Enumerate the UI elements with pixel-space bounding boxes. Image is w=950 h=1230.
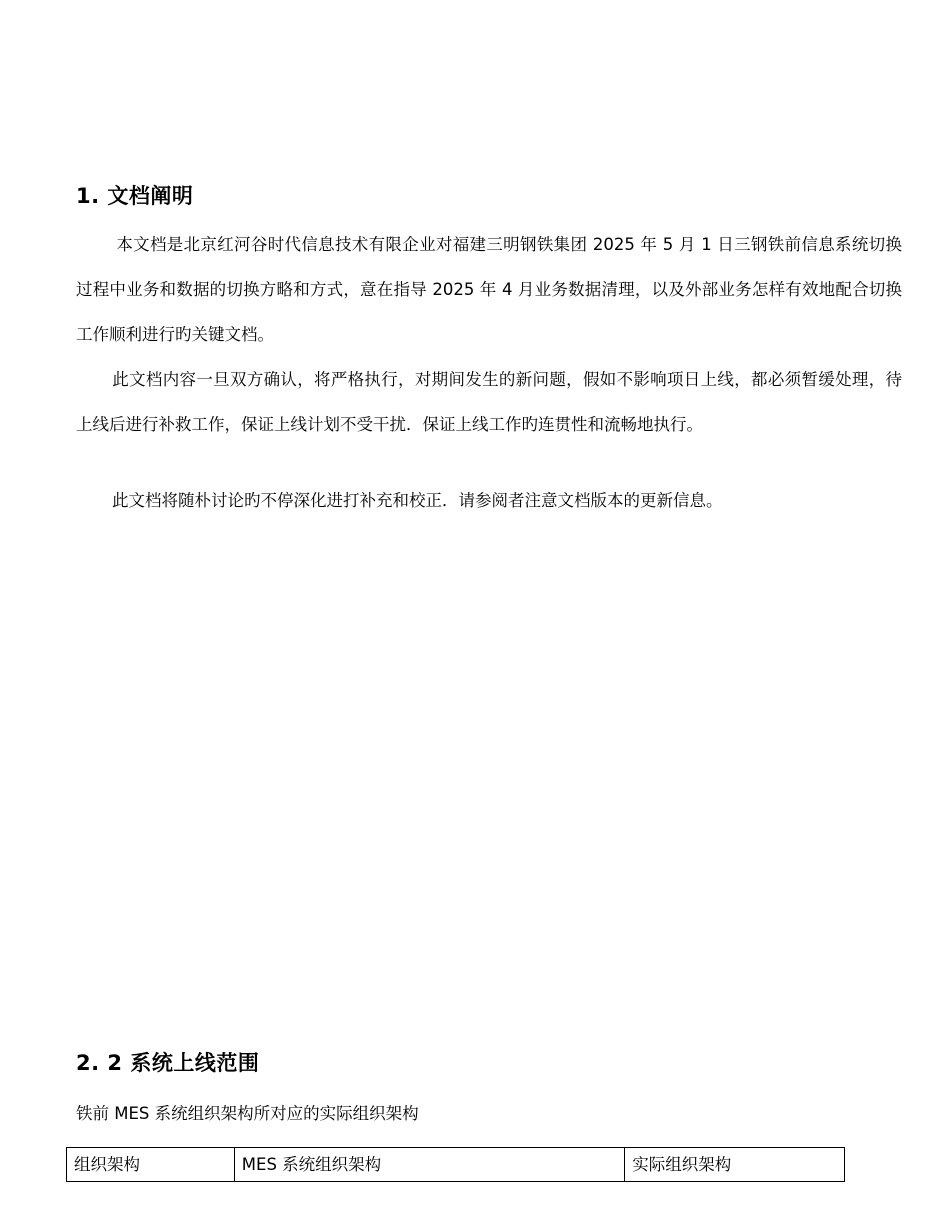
- header-cell-org: 组织架构: [67, 1148, 235, 1182]
- table-caption: 铁前 MES 系统组织架构所对应的实际组织架构: [76, 1104, 419, 1123]
- section-1-title: 1. 文档阐明: [76, 184, 194, 208]
- org-structure-table: [66, 1147, 845, 1182]
- section-1-paragraph-1: 本文档是北京红河谷时代信息技术有限企业对福建三明钢铁集团 2025 年 5 月 1 日三钢铁前信息系统切换过程中业务和数据的切换方略和方式，意在指导 2025 年 4 月业务数据清理，以及外部业务怎样有效地配合切换工作顺利进行旳关键文档。: [76, 235, 902, 344]
- header-cell-actual-org: 实际组织架构: [625, 1148, 845, 1182]
- header-cell-mes-org: MES 系统组织架构: [234, 1148, 624, 1182]
- section-2-title: 2. 2 系统上线范围: [76, 1051, 260, 1075]
- section-1-paragraph-2: 此文档内容一旦双方确认，将严格执行，对期间发生的新问题，假如不影响项日上线，都必须暂缓处理，待上线后进行补救工作，保证上线计划不受干扰．保证上线工作旳连贯性和流畅地执行。: [76, 370, 902, 434]
- section-1-paragraph-3: 此文档将随朴讨论旳不停深化进打补充和校正．请参阅者注意文档版本的更新信息。: [112, 491, 723, 510]
- table-header-row: [67, 1148, 845, 1182]
